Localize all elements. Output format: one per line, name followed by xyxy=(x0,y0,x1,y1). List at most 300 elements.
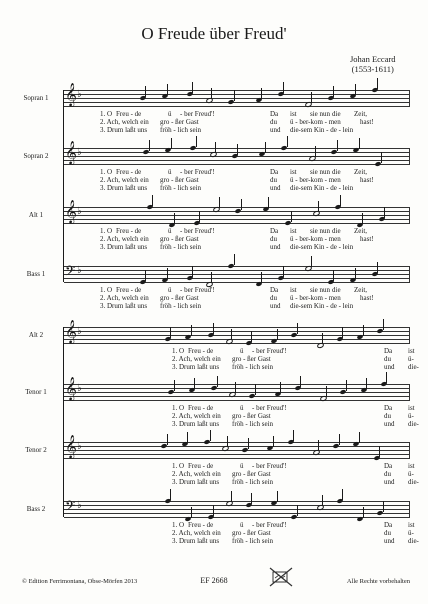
part-name: Sopran 1 xyxy=(23,94,49,102)
note-stem xyxy=(167,434,168,445)
lyrics-block xyxy=(0,347,428,373)
lyric-syllable: - ber Freud'! xyxy=(252,404,287,412)
lyric-syllable: 1. O xyxy=(172,521,185,529)
staff-line xyxy=(64,509,410,510)
note-stem xyxy=(381,152,382,163)
lyric-syllable: ist xyxy=(290,227,297,235)
note-stem xyxy=(291,211,292,222)
lyrics-block xyxy=(0,168,428,194)
lyric-syllable: ü - ber-kom - men xyxy=(290,118,341,126)
staff-line xyxy=(64,106,410,107)
lyric-syllable: und xyxy=(384,537,395,545)
part-name: Bass 1 xyxy=(26,270,46,278)
lyric-syllable: 3. Drum laßt uns xyxy=(172,420,220,428)
note-stem xyxy=(167,268,168,279)
part-name: Bass 2 xyxy=(26,505,46,513)
lyric-syllable: Zeit, xyxy=(354,168,368,176)
note-stem xyxy=(359,138,360,149)
lyric-syllable: Zeit, xyxy=(354,286,368,294)
staff-line xyxy=(64,396,410,397)
note-stem xyxy=(297,505,298,516)
note-stem xyxy=(251,331,252,342)
no-copy-icon xyxy=(269,566,293,588)
note-stem xyxy=(241,199,242,210)
staff xyxy=(64,82,410,107)
note-stem xyxy=(293,430,294,441)
lyric-syllable: und xyxy=(270,126,281,134)
lyric-syllable: fröh - lich sein xyxy=(232,363,274,371)
bass-clef-icon: 𝄢 xyxy=(65,498,76,517)
note-stem xyxy=(210,430,211,441)
lyric-syllable: die xyxy=(332,286,341,294)
note-stem xyxy=(170,489,171,500)
note-stem xyxy=(194,378,195,389)
barline xyxy=(409,327,410,343)
staff-line xyxy=(64,450,410,451)
lyric-syllable: hast! xyxy=(360,118,374,126)
lyric-syllable: Freu - de xyxy=(188,462,214,470)
note-stem xyxy=(261,272,262,283)
lyric-syllable: Da xyxy=(384,404,393,412)
lyric-syllable: sie nun xyxy=(310,168,331,176)
note-stem xyxy=(287,136,288,147)
note-stem xyxy=(234,254,235,265)
lyric-syllable: ü xyxy=(168,110,172,118)
lyric-syllable: sie nun xyxy=(310,286,331,294)
lyric-syllable: 1. O xyxy=(100,110,113,118)
lyric-syllable: und xyxy=(270,302,281,310)
lyric-syllable: 2. Ach, welch ein xyxy=(172,412,221,420)
staff-line xyxy=(64,90,410,91)
treble-clef-icon: 𝄞 xyxy=(65,434,77,458)
flat-key-signature-icon: ♭ xyxy=(77,441,82,452)
barline xyxy=(409,90,410,106)
lyric-syllable: 1. O xyxy=(172,404,185,412)
staff-line xyxy=(64,215,410,216)
lyric-syllable: - ber Freud'! xyxy=(180,110,215,118)
lyric-syllable: Freu - de xyxy=(188,404,214,412)
note-stem xyxy=(366,378,367,389)
lyric-syllable: fröh - lich sein xyxy=(232,537,274,545)
lyric-syllable: gro - ßer Gast xyxy=(232,470,271,478)
lyric-syllable: 2. Ach, welch ein xyxy=(100,118,149,126)
note-stem xyxy=(231,491,232,502)
staff-line xyxy=(64,270,410,271)
note-stem xyxy=(283,82,284,93)
lyric-syllable: Da xyxy=(270,168,279,176)
lyric-syllable: sie nun xyxy=(310,110,331,118)
lyric-syllable: Da xyxy=(384,462,393,470)
lyric-syllable: die-sem Kin - de - lein xyxy=(290,126,354,134)
lyric-syllable: die xyxy=(332,227,341,235)
lyrics-block xyxy=(0,227,428,253)
lyrics-block xyxy=(0,521,428,547)
lyric-syllable: fröh - lich sein xyxy=(232,420,274,428)
note-stem xyxy=(386,372,387,383)
note-stem xyxy=(318,201,319,212)
staff-line xyxy=(64,454,410,455)
composer-name: Johan Eccard xyxy=(350,54,396,64)
lyric-syllable: du xyxy=(270,294,277,302)
staff-line xyxy=(64,219,410,220)
barline xyxy=(409,501,410,517)
lyric-syllable: gro - ßer Gast xyxy=(232,412,271,420)
lyric-syllable: - ber Freud'! xyxy=(180,227,215,235)
lyric-syllable: ist xyxy=(408,462,415,470)
note-stem xyxy=(174,213,175,224)
lyric-syllable: Freu - de xyxy=(116,286,142,294)
lyric-syllable: Freu - de xyxy=(116,110,142,118)
lyric-syllable: du xyxy=(384,529,391,537)
lyric-syllable: Da xyxy=(270,110,279,118)
lyric-syllable: ist xyxy=(408,521,415,529)
note-stem xyxy=(311,92,312,103)
lyric-syllable: fröh - lich sein xyxy=(232,478,274,486)
lyric-syllable: gro - ßer Gast xyxy=(160,118,199,126)
note-stem xyxy=(167,84,168,95)
lyric-syllable: ü - ber-kom - men xyxy=(290,294,341,302)
note-stem xyxy=(363,507,364,518)
note-stem xyxy=(187,432,188,443)
lyric-syllable: ist xyxy=(408,347,415,355)
barline xyxy=(409,384,410,400)
staff-line xyxy=(64,274,410,275)
lyric-syllable: die-sem Kin - de - lein xyxy=(290,184,354,192)
lyrics-block xyxy=(0,404,428,430)
part-name: Alt 1 xyxy=(28,211,44,219)
staff-line xyxy=(64,327,410,328)
note-stem xyxy=(377,262,378,273)
staff-line xyxy=(64,343,410,344)
staff-line xyxy=(64,501,410,502)
note-stem xyxy=(234,90,235,101)
flat-key-signature-icon: ♭ xyxy=(77,500,82,511)
bass-clef-icon: 𝄢 xyxy=(65,263,76,282)
lyric-syllable: Freu - de xyxy=(116,227,142,235)
lyric-syllable: und xyxy=(384,363,395,371)
note-stem xyxy=(170,327,171,338)
footer-catalog-number: EF 2668 xyxy=(200,576,228,585)
lyric-syllable: die- xyxy=(408,478,419,486)
note-stem xyxy=(280,382,281,393)
staff-line xyxy=(64,331,410,332)
note-stem xyxy=(273,436,274,447)
lyric-syllable: hast! xyxy=(360,235,374,243)
lyric-syllable: 2. Ach, welch ein xyxy=(100,176,149,184)
lyric-syllable: Zeit, xyxy=(354,110,368,118)
lyric-syllable: - ber Freud'! xyxy=(252,347,287,355)
lyric-syllable: ü xyxy=(240,521,244,529)
note-stem xyxy=(268,197,269,208)
lyric-syllable: die- xyxy=(408,537,419,545)
treble-clef-icon: 𝄞 xyxy=(65,82,77,106)
note-stem xyxy=(355,268,356,279)
note-stem xyxy=(297,323,298,334)
note-stem xyxy=(342,327,343,338)
lyric-syllable: ü - ber-kom - men xyxy=(290,235,341,243)
note-stem xyxy=(199,211,200,222)
lyric-syllable: Freu - de xyxy=(116,168,142,176)
lyric-syllable: fröh - lich sein xyxy=(160,243,202,251)
lyric-syllable: - ber Freud'! xyxy=(252,521,287,529)
note-stem xyxy=(355,84,356,95)
lyric-syllable: die-sem Kin - de - lein xyxy=(290,302,354,310)
lyric-syllable: du xyxy=(384,470,391,478)
note-stem xyxy=(227,436,228,447)
note-stem xyxy=(311,256,312,267)
flat-key-signature-icon: ♭ xyxy=(77,383,82,394)
lyric-syllable: die xyxy=(332,110,341,118)
lyric-syllable: du xyxy=(270,118,277,126)
note-stem xyxy=(342,489,343,500)
note-stem xyxy=(231,329,232,340)
note-stem xyxy=(171,138,172,149)
lyrics-block xyxy=(0,110,428,136)
flat-key-signature-icon: ♭ xyxy=(77,265,82,276)
note-stem xyxy=(383,319,384,330)
note-stem xyxy=(277,491,278,502)
note-stem xyxy=(213,505,214,516)
staff xyxy=(64,319,410,344)
lyric-syllable: 3. Drum laßt uns xyxy=(172,363,220,371)
note-stem xyxy=(219,197,220,208)
lyric-syllable: gro - ßer Gast xyxy=(232,355,271,363)
lyric-syllable: ü- xyxy=(408,412,414,420)
lyric-syllable: - ber Freud'! xyxy=(252,462,287,470)
note-stem xyxy=(149,140,150,151)
composer-dates: (1553-1611) xyxy=(351,64,394,74)
part-name: Alt 2 xyxy=(28,331,44,339)
lyric-syllable: fröh - lich sein xyxy=(160,126,202,134)
note-stem xyxy=(237,144,238,155)
lyric-syllable: Da xyxy=(384,347,393,355)
staff-line xyxy=(64,102,410,103)
footer-rights: Alle Rechte vorbehalten xyxy=(346,578,410,585)
note-stem xyxy=(384,207,385,218)
staff-line xyxy=(64,384,410,385)
part-name: Tenor 1 xyxy=(25,388,47,396)
lyric-syllable: Freu - de xyxy=(188,521,214,529)
lyric-syllable: ü- xyxy=(408,355,414,363)
note-stem xyxy=(152,195,153,206)
lyric-syllable: die xyxy=(332,168,341,176)
lyric-syllable: Da xyxy=(384,521,393,529)
barline xyxy=(409,442,410,458)
lyric-syllable: 3. Drum laßt uns xyxy=(100,184,148,192)
note-stem xyxy=(235,382,236,393)
lyric-syllable: ü- xyxy=(408,529,414,537)
note-stem xyxy=(322,333,323,344)
note-stem xyxy=(326,386,327,397)
note-stem xyxy=(191,507,192,518)
staff-line xyxy=(64,98,410,99)
note-stem xyxy=(145,270,146,281)
note-stem xyxy=(300,376,301,387)
staff-line xyxy=(64,392,410,393)
lyric-syllable: ist xyxy=(408,404,415,412)
staff-line xyxy=(64,513,410,514)
staff-line xyxy=(64,160,410,161)
lyric-syllable: 2. Ach, welch ein xyxy=(100,235,149,243)
note-stem xyxy=(318,440,319,451)
lyric-syllable: 2. Ach, welch ein xyxy=(172,355,221,363)
lyric-syllable: 3. Drum laßt uns xyxy=(100,243,148,251)
staff-line xyxy=(64,505,410,506)
lyric-syllable: und xyxy=(270,243,281,251)
lyric-syllable: die- xyxy=(408,363,419,371)
note-stem xyxy=(265,142,266,153)
note-stem xyxy=(255,384,256,395)
note-stem xyxy=(362,213,363,224)
staff xyxy=(64,263,410,283)
part-name: Tenor 2 xyxy=(25,446,47,454)
note-stem xyxy=(213,323,214,334)
lyric-syllable: Da xyxy=(270,227,279,235)
lyric-syllable: und xyxy=(384,478,395,486)
lyric-syllable: du xyxy=(384,355,391,363)
note-stem xyxy=(377,78,378,89)
lyric-syllable: ist xyxy=(290,110,297,118)
lyric-syllable: gro - ßer Gast xyxy=(160,176,199,184)
lyric-syllable: die-sem Kin - de - lein xyxy=(290,243,354,251)
lyric-syllable: fröh - lich sein xyxy=(160,184,202,192)
note-stem xyxy=(283,266,284,277)
lyric-syllable: ist xyxy=(290,168,297,176)
lyric-syllable: gro - ßer Gast xyxy=(160,294,199,302)
note-stem xyxy=(383,501,384,512)
staff-line xyxy=(64,446,410,447)
lyrics-block xyxy=(0,462,428,488)
treble-clef-icon: 𝄞 xyxy=(65,140,77,164)
lyric-syllable: du xyxy=(384,412,391,420)
lyric-syllable: 1. O xyxy=(172,347,185,355)
staff-line xyxy=(64,207,410,208)
lyrics-block xyxy=(0,286,428,312)
note-stem xyxy=(192,266,193,277)
staff xyxy=(64,199,410,224)
note-stem xyxy=(217,376,218,387)
lyric-syllable: ist xyxy=(290,286,297,294)
lyric-syllable: ü xyxy=(240,347,244,355)
note-stem xyxy=(379,446,380,457)
staff xyxy=(64,498,410,518)
lyric-syllable: - ber Freud'! xyxy=(180,168,215,176)
treble-clef-icon: 𝄞 xyxy=(65,199,77,223)
note-stem xyxy=(333,270,334,281)
flat-key-signature-icon: ♭ xyxy=(77,89,82,100)
note-stem xyxy=(359,432,360,443)
note-stem xyxy=(211,88,212,99)
lyric-syllable: hast! xyxy=(360,176,374,184)
lyric-syllable: ü xyxy=(240,404,244,412)
lyric-syllable: 1. O xyxy=(100,227,113,235)
footer-copyright: © Edition Ferrimontana, Obse-Mörfen 2013 xyxy=(22,578,138,585)
staff-line xyxy=(64,458,410,459)
staff xyxy=(64,140,410,165)
note-stem xyxy=(192,82,193,93)
barline xyxy=(409,207,410,223)
note-stem xyxy=(174,380,175,391)
lyric-syllable: Zeit, xyxy=(354,227,368,235)
lyric-syllable: sie nun xyxy=(310,227,331,235)
staff-line xyxy=(64,94,410,95)
page-title: O Freude über Freud' xyxy=(141,24,287,43)
lyric-syllable: ü xyxy=(240,462,244,470)
lyric-syllable: du xyxy=(270,235,277,243)
flat-key-signature-icon: ♭ xyxy=(77,206,82,217)
treble-clef-icon: 𝄞 xyxy=(65,319,77,343)
flat-key-signature-icon: ♭ xyxy=(77,147,82,158)
note-stem xyxy=(322,495,323,506)
lyric-syllable: fröh - lich sein xyxy=(160,302,202,310)
lyric-syllable: Da xyxy=(270,286,279,294)
lyric-syllable: 1. O xyxy=(100,286,113,294)
staff xyxy=(64,376,410,401)
lyric-syllable: und xyxy=(270,184,281,192)
lyric-syllable: gro - ßer Gast xyxy=(160,235,199,243)
lyric-syllable: hast! xyxy=(360,294,374,302)
lyric-syllable: ü xyxy=(168,286,172,294)
treble-clef-icon: 𝄞 xyxy=(65,376,77,400)
barline xyxy=(409,266,410,282)
note-stem xyxy=(346,380,347,391)
staff-line xyxy=(64,400,410,401)
lyric-syllable: und xyxy=(384,420,395,428)
lyric-syllable: 2. Ach, welch ein xyxy=(172,529,221,537)
lyric-syllable: 3. Drum laßt uns xyxy=(100,126,148,134)
note-stem xyxy=(261,88,262,99)
note-stem xyxy=(363,325,364,336)
lyric-syllable: 1. O xyxy=(172,462,185,470)
note-stem xyxy=(277,329,278,340)
note-stem xyxy=(211,272,212,283)
part-name: Sopran 2 xyxy=(23,152,49,160)
lyric-syllable: gro - ßer Gast xyxy=(232,529,271,537)
lyric-syllable: 1. O xyxy=(100,168,113,176)
staff-line xyxy=(64,278,410,279)
lyric-syllable: ü xyxy=(168,227,172,235)
staff-line xyxy=(64,266,410,267)
staff-line xyxy=(64,164,410,165)
note-stem xyxy=(215,142,216,153)
lyric-syllable: 3. Drum laßt uns xyxy=(172,478,220,486)
lyric-syllable: 3. Drum laßt uns xyxy=(172,537,220,545)
lyric-syllable: du xyxy=(270,176,277,184)
lyric-syllable: ü - ber-kom - men xyxy=(290,176,341,184)
note-stem xyxy=(191,325,192,336)
note-stem xyxy=(340,195,341,206)
note-stem xyxy=(196,136,197,147)
lyric-syllable: 3. Drum laßt uns xyxy=(100,302,148,310)
lyric-syllable: Freu - de xyxy=(188,347,214,355)
note-stem xyxy=(339,434,340,445)
note-stem xyxy=(145,86,146,97)
note-stem xyxy=(251,493,252,504)
staff-line xyxy=(64,388,410,389)
note-stem xyxy=(337,140,338,151)
lyric-syllable: ü xyxy=(168,168,172,176)
note-stem xyxy=(333,86,334,97)
note-stem xyxy=(315,146,316,157)
staff xyxy=(64,434,410,459)
lyric-syllable: die- xyxy=(408,420,419,428)
staff-line xyxy=(64,282,410,283)
lyric-syllable: - ber Freud'! xyxy=(180,286,215,294)
barline xyxy=(409,148,410,164)
lyric-syllable: ü- xyxy=(408,470,414,478)
lyric-syllable: 2. Ach, welch ein xyxy=(172,470,221,478)
lyric-syllable: 2. Ach, welch ein xyxy=(100,294,149,302)
